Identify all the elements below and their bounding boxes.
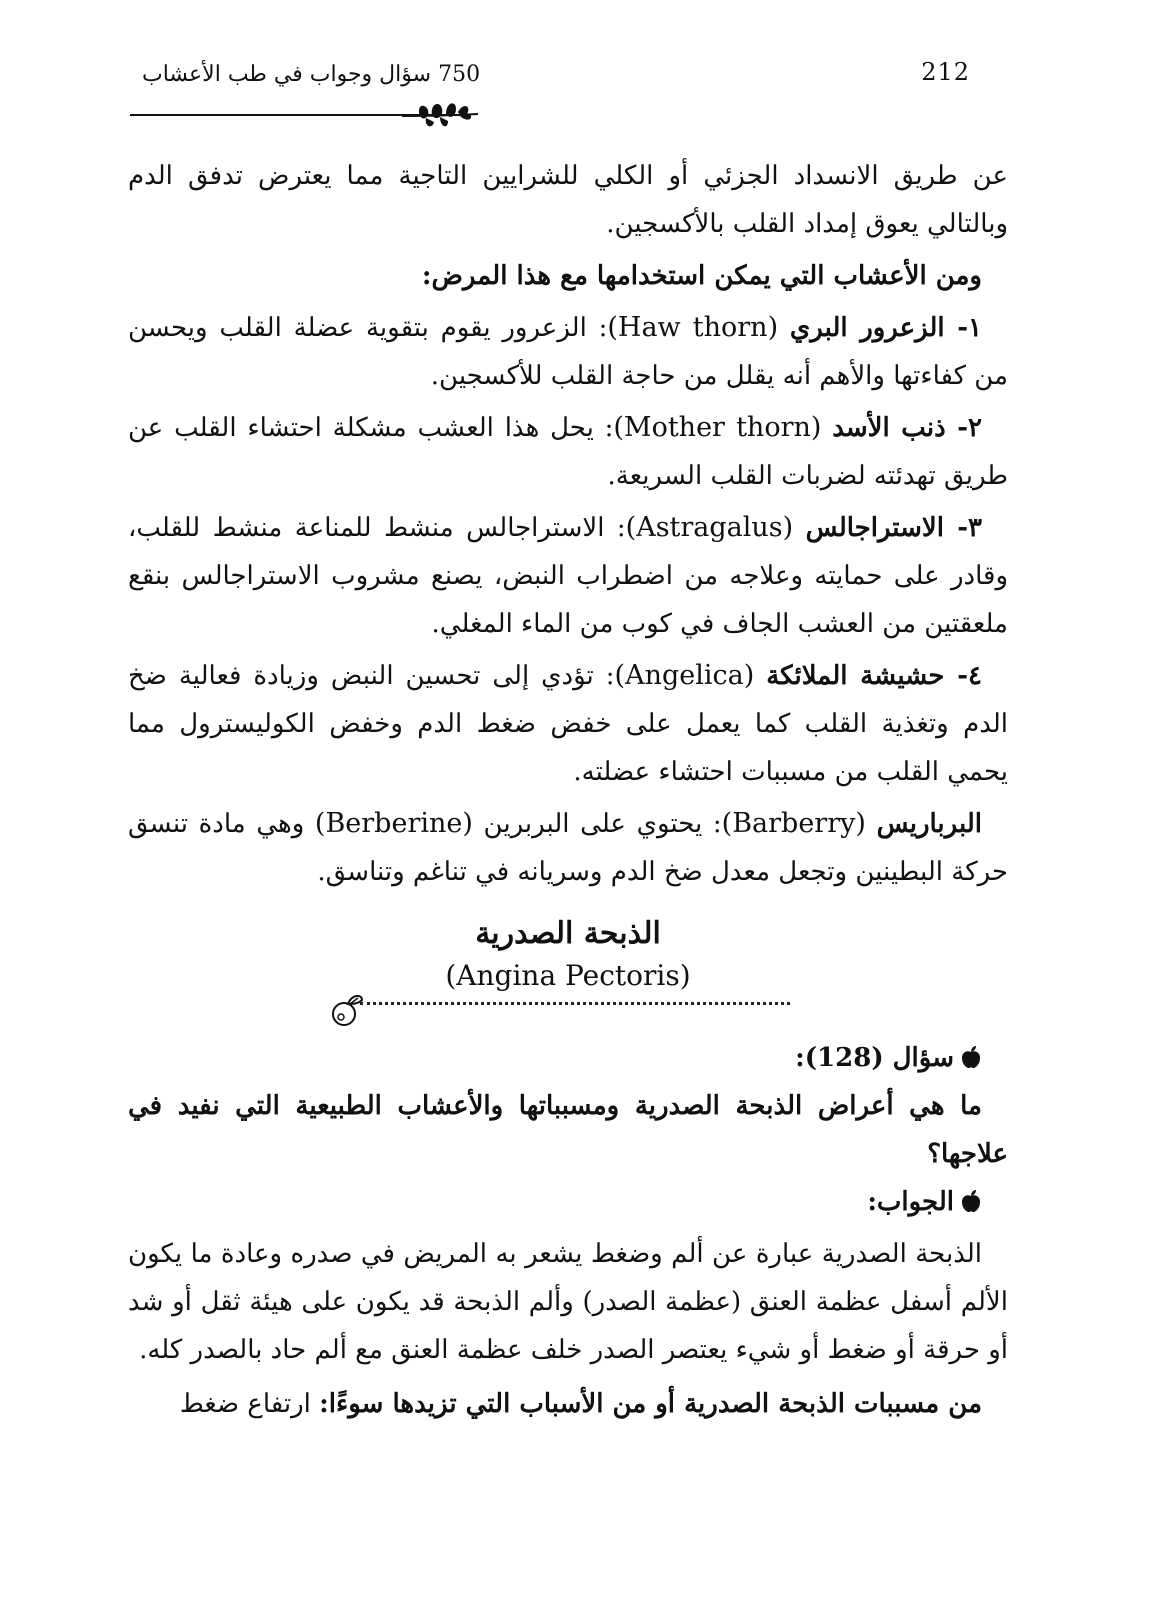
causes-text: ارتفاع ضغط bbox=[179, 1389, 311, 1419]
herb-name: البرباريس bbox=[876, 809, 982, 839]
herb-description: : الاستراجالس منشط للمناعة منشط للقلب، وقادر على حمايته وعلاجه من اضطراب النبض، يصنع مشروب الاستراجالس بنقع ملعقتين من العشب الجاف في كوب من الماء المغلي. bbox=[128, 513, 1008, 639]
herb-item-astragalus bbox=[128, 504, 1008, 648]
apple-icon bbox=[960, 1045, 982, 1069]
question-label-line bbox=[128, 1034, 1008, 1082]
herb-latin-name: (Haw thorn) bbox=[607, 312, 779, 343]
herb-description: : يحتوي على البربرين bbox=[483, 809, 722, 839]
herb-latin-name: (Barberry) bbox=[721, 808, 866, 839]
fruit-leaf-icon bbox=[328, 990, 368, 1030]
herb-item-mother-thorn bbox=[128, 404, 1008, 500]
question-text: ما هي أعراض الذبحة الصدرية ومسبباتها والأعشاب الطبيعية التي نفيد في علاجها؟ bbox=[128, 1091, 1008, 1169]
herb-description: : تؤدي إلى تحسين النبض وزيادة فعالية ضخ الدم وتغذية القلب كما يعمل على خفض ضغط الدم وخفض الكوليسترول مما يحمي القلب من مسببات احتشاء عضلته. bbox=[128, 661, 1008, 787]
herb-description-cont: وهي مادة تنسق حركة البطينين وتجعل معدل ضخ الدم وسريانه في تناغم وتناسق. bbox=[128, 809, 1008, 887]
herb-name: ٤- حشيشة الملائكة bbox=[766, 661, 983, 691]
herb-description: : يحل هذا العشب مشكلة احتشاء القلب عن طريق تهدئته لضربات القلب السريعة. bbox=[128, 413, 1008, 491]
herb-name: ٢- ذنب الأسد bbox=[832, 413, 982, 443]
answer-label: الجواب: bbox=[867, 1187, 954, 1217]
apple-icon bbox=[960, 1189, 982, 1213]
leaf-branch-icon bbox=[400, 92, 480, 136]
herb-latin-name: (Angelica) bbox=[614, 660, 755, 691]
dotted-separator bbox=[128, 1000, 1008, 1040]
dotted-line bbox=[360, 1002, 790, 1005]
running-header bbox=[130, 52, 970, 124]
paragraph-herbs-heading: ومن الأعشاب التي يمكن استخدامها مع هذا المرض: bbox=[421, 261, 982, 291]
page-number: 212 bbox=[921, 58, 970, 86]
causes-paragraph bbox=[128, 1380, 1008, 1428]
answer-label-line bbox=[128, 1178, 1008, 1226]
herb-description: : الزعرور يقوم بتقوية عضلة القلب ويحسن من كفاءتها والأهم أنه يقلل من حاجة القلب للأكسجين. bbox=[128, 313, 1008, 391]
question-label: سؤال (128): bbox=[795, 1043, 954, 1073]
paragraph-intro: عن طريق الانسداد الجزئي أو الكلي للشرايين التاجية مما يعترض تدفق الدم وبالتالي يعوق إمداد القلب بالأكسجين. bbox=[128, 161, 1008, 239]
herb-latin-name: (Astragalus) bbox=[625, 512, 794, 543]
page-body bbox=[128, 152, 1008, 1428]
section-subtitle: (Angina Pectoris) bbox=[445, 959, 691, 992]
herb-item-barberry bbox=[128, 800, 1008, 896]
herb-item-angelica bbox=[128, 652, 1008, 796]
herb-name: ١- الزعرور البري bbox=[789, 313, 983, 343]
section-title: الذبحة الصدرية bbox=[475, 916, 661, 951]
book-title: 750 سؤال وجواب في طب الأعشاب bbox=[142, 62, 481, 87]
herb-name: ٣- الاستراجالس bbox=[805, 513, 982, 543]
compound-latin-name: (Berberine) bbox=[314, 808, 473, 839]
herb-latin-name: (Mother thorn) bbox=[613, 412, 822, 443]
causes-heading: من مسببات الذبحة الصدرية أو من الأسباب التي تزيدها سوءًا: bbox=[319, 1389, 982, 1419]
herb-item-hawthorn bbox=[128, 304, 1008, 400]
answer-text: الذبحة الصدرية عبارة عن ألم وضغط يشعر به المريض في صدره وعادة ما يكون الألم أسفل عظمة العنق (عظمة الصدر) وألم الذبحة قد يكون على هيئة ثقل أو شد أو حرقة أو ضغط أو شيء يعتصر الصدر خلف عظمة العنق مع ألم حاد بالصدر كله. bbox=[128, 1239, 1008, 1365]
